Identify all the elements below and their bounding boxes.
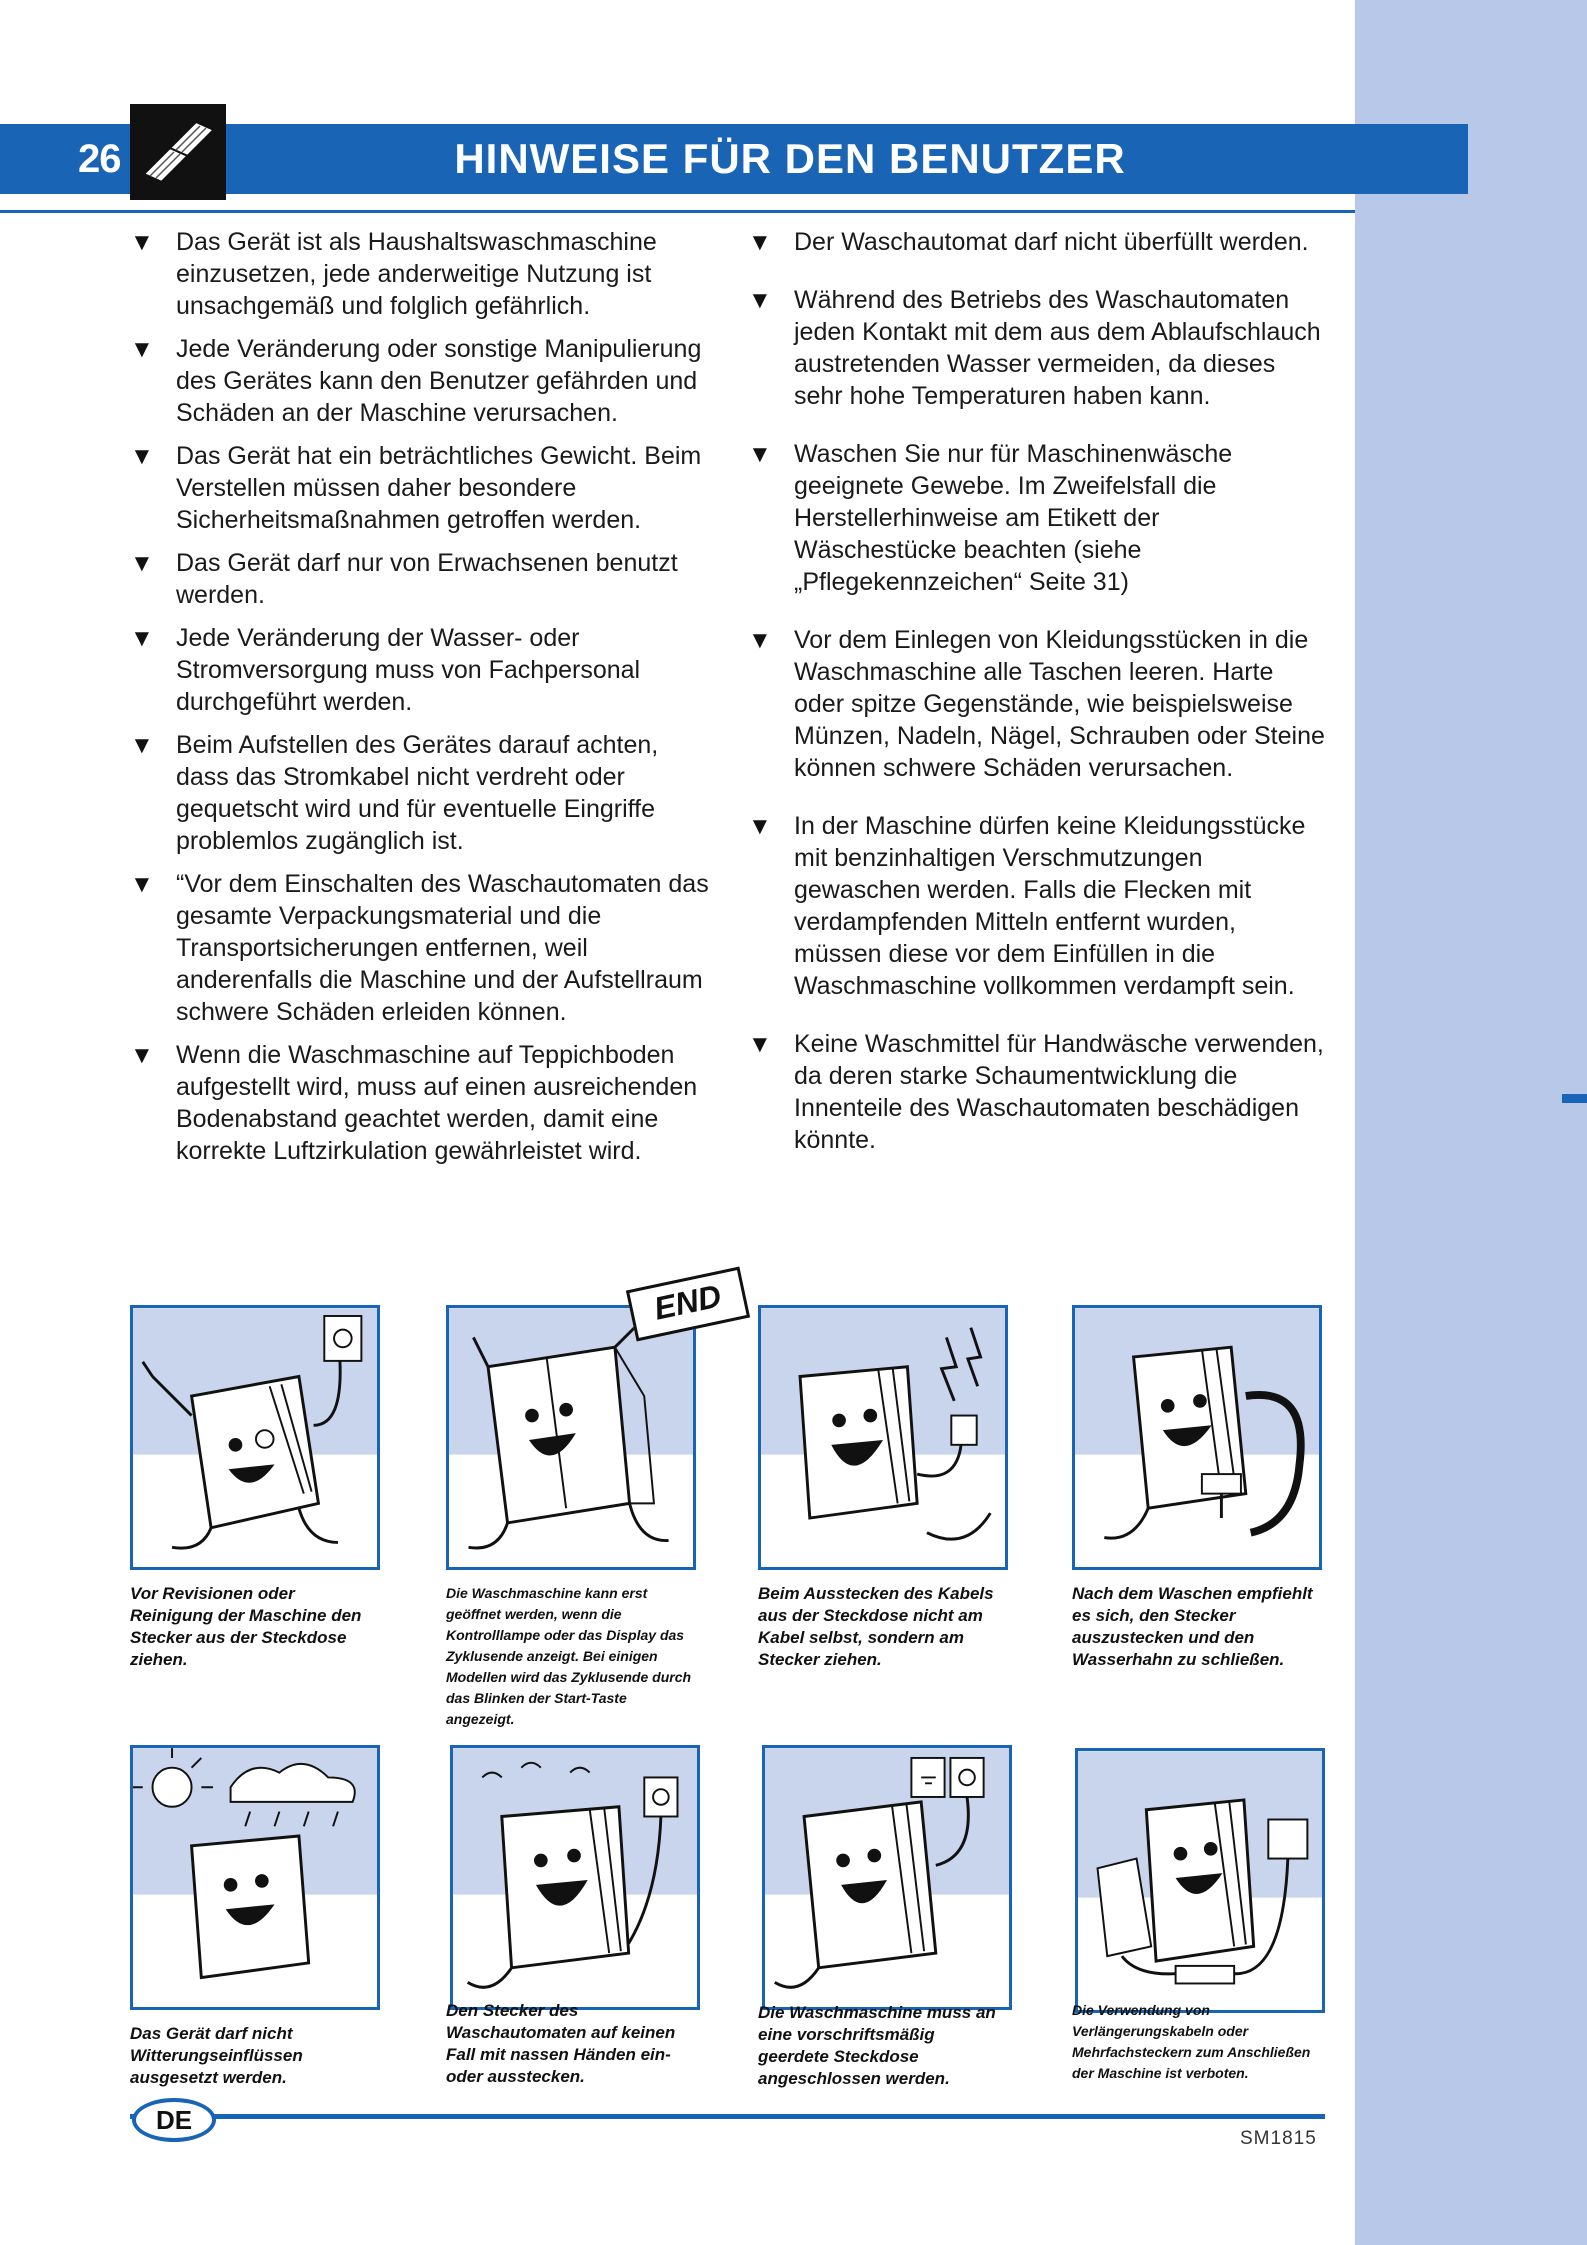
cartoon-caption: Nach dem Waschen empfiehlt es sich, den Stecker auszustecken und den Wasserhahn zu schließen.	[1072, 1584, 1313, 1669]
list-item: ▼ Jede Veränderung der Wasser- oder Stromversorgung muss von Fachpersonal durchgeführt werden.	[130, 622, 710, 718]
list-item: ▼ In der Maschine dürfen keine Kleidungsstücke mit benzinhaltigen Verschmutzungen gewaschen werden. Falls die Flecken mit verdampfenden Mitteln entfernt wurden, müssen diese vor dem Einfüllen in die Waschmaschine vollkommen verdampft sein.	[748, 810, 1328, 1002]
list-item: ▼ Waschen Sie nur für Maschinenwäsche geeignete Gewebe. Im Zweifelsfall die Herstellerhinweise am Etikett der Wäschestücke beachten (siehe „Pflegekennzeichen“ Seite 31)	[748, 438, 1328, 598]
cartoon-caption: Vor Revisionen oder Reinigung der Maschine den Stecker aus der Steckdose ziehen.	[130, 1584, 362, 1669]
extension-cable-illustration	[1075, 1748, 1325, 2013]
list-item: ▼ Der Waschautomat darf nicht überfüllt werden.	[748, 226, 1328, 258]
end-sign: END	[626, 1267, 750, 1342]
end-sign-illustration	[446, 1305, 696, 1570]
list-item: ▼ Während des Betriebs des Waschautomaten jeden Kontakt mit dem aus dem Ablaufschlauch austretenden Wasser vermeiden, da dieses sehr hohe Temperaturen haben kann.	[748, 284, 1328, 412]
wet-hands-illustration	[450, 1745, 700, 2010]
footer-rule	[130, 2114, 1325, 2119]
side-tab-marker	[1562, 1094, 1587, 1103]
cartoon-caption: Die Waschmaschine kann erst geöffnet werden, wenn die Kontrolllampe oder das Display das Zyklusende anzeigt. Bei einigen Modellen wird das Zyklusende durch das Blinken der Start-Taste angezeigt.	[446, 1585, 692, 1727]
language-badge: DE	[132, 2098, 216, 2142]
cartoon-caption: Den Stecker des Waschautomaten auf keinen Fall mit nassen Händen ein- oder ausstecken.	[446, 2001, 676, 2086]
cartoon-caption: Das Gerät darf nicht Witterungseinflüssen ausgesetzt werden.	[130, 2024, 303, 2087]
weather-exposure-illustration	[130, 1745, 380, 2010]
list-item: ▼ Wenn die Waschmaschine auf Teppichboden aufgestellt wird, muss auf einen ausreichenden Bodenabstand geachtet werden, damit eine korrekte Luftzirkulation gewährleistet wird.	[130, 1039, 710, 1167]
list-item: ▼ Vor dem Einlegen von Kleidungsstücken in die Waschmaschine alle Taschen leeren. Harte oder spitze Gegenstände, wie beispielsweise Münzen, Nadeln, Nägel, Schrauben oder Steine können schwere Schäden verursachen.	[748, 624, 1328, 784]
left-column	[130, 226, 710, 1178]
right-column	[748, 226, 1328, 1182]
list-item: ▼ Das Gerät darf nur von Erwachsenen benutzt werden.	[130, 547, 710, 611]
list-item: ▼ Keine Waschmittel für Handwäsche verwenden, da deren starke Schaumentwicklung die Innenteile des Waschautomaten beschädigen könnte.	[748, 1028, 1328, 1156]
document-code: SM1815	[1240, 2128, 1317, 2149]
list-item: ▼ Beim Aufstellen des Gerätes darauf achten, dass das Stromkabel nicht verdreht oder gequetscht wird und für eventuelle Eingriffe problemlos zugänglich ist.	[130, 729, 710, 857]
pull-plug-illustration	[758, 1305, 1008, 1570]
cartoon-caption: Die Waschmaschine muss an eine vorschriftsmäßig geerdete Steckdose angeschlossen werden.	[758, 2003, 996, 2088]
cartoon-caption: Beim Ausstecken des Kabels aus der Steckdose nicht am Kabel selbst, sondern am Stecker ziehen.	[758, 1584, 994, 1669]
page-title: HINWEISE FÜR DEN BENUTZER	[454, 135, 1126, 182]
list-item: ▼ Das Gerät hat ein beträchtliches Gewicht. Beim Verstellen müssen daher besondere Sicherheitsmaßnahmen getroffen werden.	[130, 440, 710, 536]
grounded-socket-illustration	[762, 1745, 1012, 2010]
list-item: ▼ Jede Veränderung oder sonstige Manipulierung des Gerätes kann den Benutzer gefährden und Schäden an der Maschine verursachen.	[130, 333, 710, 429]
header-rule	[0, 210, 1355, 213]
side-band	[1355, 0, 1587, 2245]
unplug-before-cleaning-illustration	[130, 1305, 380, 1570]
list-item: ▼ Das Gerät ist als Haushaltswaschmaschine einzusetzen, jede anderweitige Nutzung ist unsachgemäß und folglich gefährlich.	[130, 226, 710, 322]
cartoon-caption: Die Verwendung von Verlängerungskabeln oder Mehrfachsteckern zum Anschließen der Maschine ist verboten.	[1072, 2002, 1311, 2081]
list-item: ▼ “Vor dem Einschalten des Waschautomaten das gesamte Verpackungsmaterial und die Transportsicherungen entfernen, weil anderenfalls die Maschine und der Aufstellraum schwere Schäden erleiden können.	[130, 868, 710, 1028]
page-number: 26	[78, 137, 121, 181]
book-icon	[130, 104, 226, 200]
close-tap-illustration	[1072, 1305, 1322, 1570]
